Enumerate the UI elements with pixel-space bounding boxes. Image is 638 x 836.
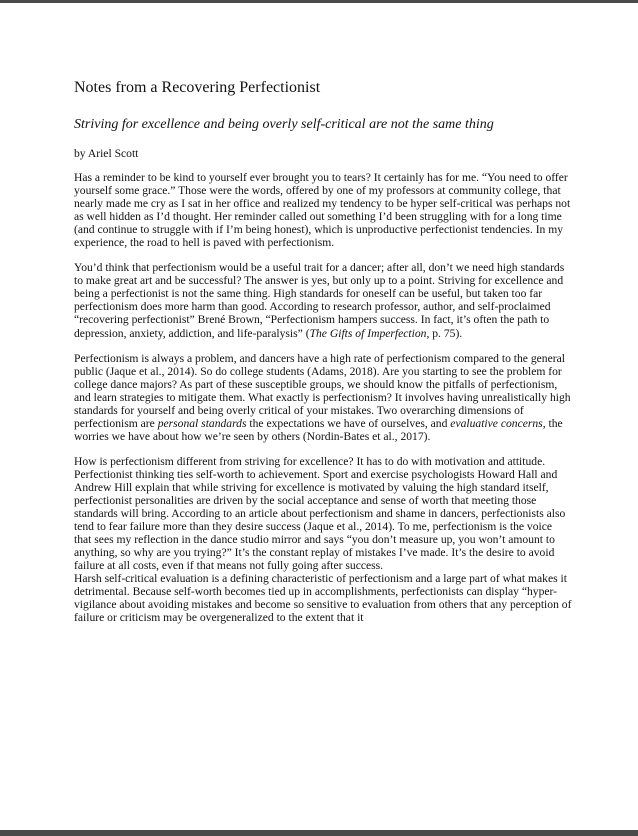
paragraph-2 [74, 261, 572, 339]
book-title: The Gifts of Imperfection, [309, 326, 430, 340]
article-subtitle: Striving for excellence and being overly self-critical are not the same thing [74, 117, 494, 132]
paragraph-3 [74, 352, 572, 443]
paragraph-2-end: p. 75). [429, 326, 463, 340]
paragraph-2-text: You’d think that perfectionism would be a useful trait for a dancer; after all, don’t we need high standards to make great art and be successful? The answer is yes, but only up to a point. Striving for excellence and being a perfectionist is not the same thing. High standards for oneself can be useful, but taken too far perfectionism does more harm than good. According to research professor, author, and self-proclaimed “recovering perfectionist” Brené Brown, “Perfectionism hampers success. In fact, it’s often the path to depression, anxiety, addiction, and life-paralysis” ( [74, 261, 565, 340]
paragraph-3-text-a: Perfectionism is always a problem, and dancers have a high rate of perfectionism compared to the general public (Jaque et al., 2014). So do college students (Adams, 2018). Are you starting to see the problem for college dance majors? As part of these susceptible groups, we should know the pitfalls of perfectionism, and learn strategies to mitigate them. What exactly is perfectionism? It involves having unrealistically high standards for yourself and being overly critical of your mistakes. Two overarching dimensions of perfectionism are [74, 351, 571, 430]
article-body [74, 171, 572, 625]
window-bottom-border [0, 830, 638, 836]
paragraph-3-text-b: the expectations we have of ourselves, and [246, 416, 451, 430]
document-page [74, 78, 572, 637]
paragraph-4: How is perfectionism different from striving for excellence? It has to do with motivation and attitude. Perfectionist thinking ties self-worth to achievement. Sport and exercise psychologists Howard Hall and Andrew Hill explain that while striving for excellence is motivated by valuing the high standard itself, perfectionist personalities are driven by the social acceptance and sense of worth that meeting those standards will bring. According to an article about perfectionism and shame in dancers, perfectionists also tend to fear failure more than they desire success (Jaque et al., 2014). To me, perfectionism is the voice that sees my reflection in the dance studio mirror and says “you don’t measure up, you won’t amount to anything, so why are you trying?” It’s the constant replay of mistakes I’ve made. It’s the desire to avoid failure at all costs, even if that means not fully going after success. [74, 454, 566, 573]
paragraph-1: Has a reminder to be kind to yourself ever brought you to tears? It certainly has for me. “You need to offer yourself some grace.” Those were the words, offered by one of my professors at community college, that nearly made me cry as I sat in her office and realized my tendency to be hyper self-critical was perhaps not as well hidden as I’d thought. Her reminder called out something I’d been struggling with for a long time (and continue to struggle with if I’m being honest), which is unproductive perfectionist tendencies. In my experience, the road to hell is paved with perfectionism. [74, 171, 571, 250]
paragraph-5: Harsh self-critical evaluation is a defining characteristic of perfectionism and a large part of what makes it detrimental. Because self-worth becomes tied up in accomplishments, perfectionists can display “hyper-vigilance about avoiding mistakes and become so sensitive to evaluation from others that any perception of failure or criticism may be overgeneralized to the extent that it [74, 572, 572, 625]
term-evaluative-concerns: evaluative concerns [450, 416, 543, 430]
article-byline: by Ariel Scott [74, 147, 139, 160]
paragraph-3-text-c: , the worries we have about how we’re seen by others (Nordin-Bates et al., 2017). [74, 416, 563, 443]
window-top-border [0, 0, 638, 3]
term-personal-standards: personal standards [157, 416, 247, 430]
article-title: Notes from a Recovering Perfectionist [74, 79, 321, 96]
